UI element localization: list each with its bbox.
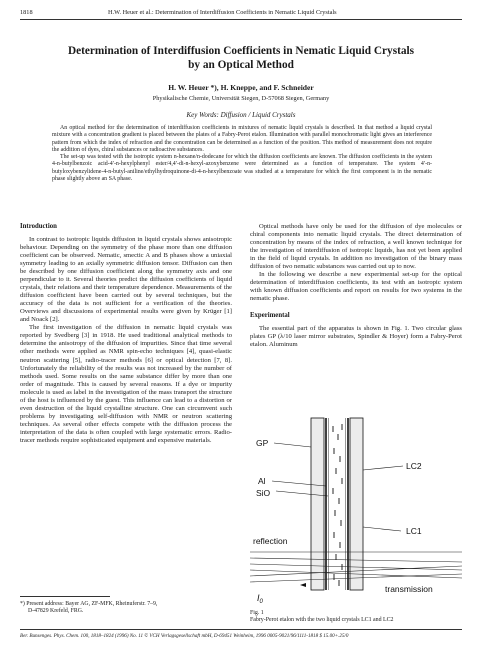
right-paragraph-1: Optical methods have only be used for the diffusion of dye molecules or chiral components into nematic liquid crystals. The direct determination of concentration by means of the index of refraction, a well known technique for the investigation of interdiffusion of isotropic liquids, has not yet been applied in the field of liquid crystals. In addition no investigation of the binary mass diffusion of two nematic substances was carried out up to now. (250, 223, 462, 271)
glass-plate-right (350, 418, 363, 590)
section-heading-introduction: Introduction (20, 223, 57, 230)
article-title-line1: Determination of Interdiffusion Coefficients in Nematic Liquid Crystals (67, 45, 415, 57)
figure-caption-title: Fig. 1 (250, 610, 264, 616)
affiliation: Physikalische Chemie, Universität Siegen, D-57068 Siegen, Germany (152, 95, 330, 102)
authors: H. W. Heuer *), H. Kneppe, and F. Schneider (168, 83, 314, 92)
right-paragraph-3: The essential part of the apparatus is shown in Fig. 1. Two circular glass plates GP (λ/10 laser mirror substrates, Spindler & Hoyer) form a Fabry-Perot etalon. Aluminum (250, 325, 462, 349)
running-title: H.W. Heuer et al.: Determination of Interdiffusion Coefficients in Nematic Liquid Crystals (108, 9, 337, 16)
figure-caption-text: Fabry-Perot etalon with the two liquid crystals LC1 and LC2 (250, 617, 394, 623)
header-rule (20, 19, 462, 20)
label-reflection: reflection (253, 536, 288, 546)
abstract-paragraph-1: An optical method for the determination of interdiffusion coefficients in mixtures of nematic liquid crystals is described. In that method a liquid crystal mixture with a concentration gradient is placed between the plates of a Fabry-Perot etalon. Illumination with parallel monochromatic light gives an interference pattern from which the index of refraction and the concentration can be determined as a function of the position. This method of measurement does not require the addition of dyes, chiral substances or radioactive substances. (52, 125, 432, 153)
intro-paragraph-1: In contrast to isotropic liquids diffusion in liquid crystals shows anisotropic behaviour. Depending on the symmetry of the phase more than one diffusion coefficient can be observed. Nematic, smectic A and B phases show a uniaxial symmetry leading to an axially symmetric diffusion tensor. Diffusion can then be described by one diffusion coefficient along the symmetry axis and one perpendicular to it. Several theories predict the diffusion coefficients of liquid crystals, their relations and their temperature dependence. Measurements of the diffusion coefficient have been carried out by several techniques, but the accuracy of the data is not sufficient for a verification of the theories. Overviews and discussions of experimental results were given by Krüger [1] and Noack [2]. (20, 236, 232, 324)
footnote (20, 601, 232, 615)
figure-1-caption (250, 610, 462, 624)
footnote-rule (20, 596, 110, 597)
label-gp: GP (256, 438, 269, 448)
label-al: Al (258, 476, 266, 486)
label-lc1: LC1 (406, 526, 422, 536)
incident-light-arrow-icon (300, 583, 306, 587)
footer-rule (20, 629, 462, 630)
liquid-crystal-layer (333, 424, 342, 586)
label-i0: $I_0$ (257, 593, 263, 605)
keywords: Key Words: Diffusion / Liquid Crystals (186, 111, 296, 119)
journal-citation: Ber. Bunsenges. Phys. Chem. 100, 1818–1824 (1996) No. 11 © VCH Verlagsgesellschaft mbH, D-69451 Weinheim, 1996 0005-9021/96/1111-1818 $ 15.00+.25/0 (20, 633, 349, 639)
right-column (250, 223, 462, 349)
label-leaders (272, 443, 403, 531)
figure-1-diagram (250, 410, 462, 610)
left-column (20, 223, 232, 445)
footnote-line-1: *) Present address: Bayer AG, ZF-MFK, Rheinuferstr. 7–9, (20, 601, 158, 607)
article-title-line2: by an Optical Method (188, 59, 294, 71)
section-heading-experimental: Experimental (250, 312, 290, 320)
footnote-line-2: D-47829 Krefeld, FRG. (28, 608, 84, 614)
abstract (52, 125, 432, 183)
abstract-paragraph-2: The set-up was tested with the isotropic system n-hexane/n-dodecane for which the diffusion coefficients are known. The diffusion coefficients in the system 4-n-butylbenzoic acid-4′-n-hexylphenyl ester/4,4′-di-n-hexyl-azoxybenzene were determined as a function of temperature. The system 4′-n-butyloxybenzylidene-4-n-butyl-aniline/ethylhydroquinone-di-4-n-hexylbenzoate was studied at a temperature for which the first component is in the nematic phase slightly above an SA phase. (52, 154, 432, 182)
label-transmission: transmission (385, 584, 433, 594)
label-sio: SiO (256, 488, 271, 498)
intro-paragraph-2: The first investigation of the diffusion in nematic liquid crystals was reported by Svedberg [3] in 1918. He used traditional analytical methods to determine the anisotropy of the diffusion of impurities. Since that time several other methods were applied as NMR spin-echo techniques [4], quasi-elastic neutron scattering [5], radio-tracer methods [6] or optical detection [7, 8]. Unfortunately the reliability of the results was not increased by the number of methods used. Some results on the same substance differ by more than one order of magnitude. This is caused by several reasons. If a dye or impurity molecule is used as label in the investigation of the mass transport the structure of the host is influenced by the guest. This influence can lead to a distortion or even destruction of the liquid crystalline structure. One can circumvent such problems by investigating self-diffusion with NMR or neutron scattering techniques. As several other effects compete with the diffusion process the interpretation of the data is often coupled with large systematic errors. Radio-tracer methods require sophisticated equipment and expensive materials. (20, 324, 232, 444)
right-paragraph-2: In the following we describe a new experimental set-up for the optical determination of interdiffusion coefficients, its test with an isotropic system with known diffusion coefficients and report on results for two systems in the nematic phase. (250, 271, 462, 303)
page-number: 1818 (20, 9, 33, 16)
label-lc2: LC2 (406, 461, 422, 471)
glass-plate-left (311, 418, 324, 590)
